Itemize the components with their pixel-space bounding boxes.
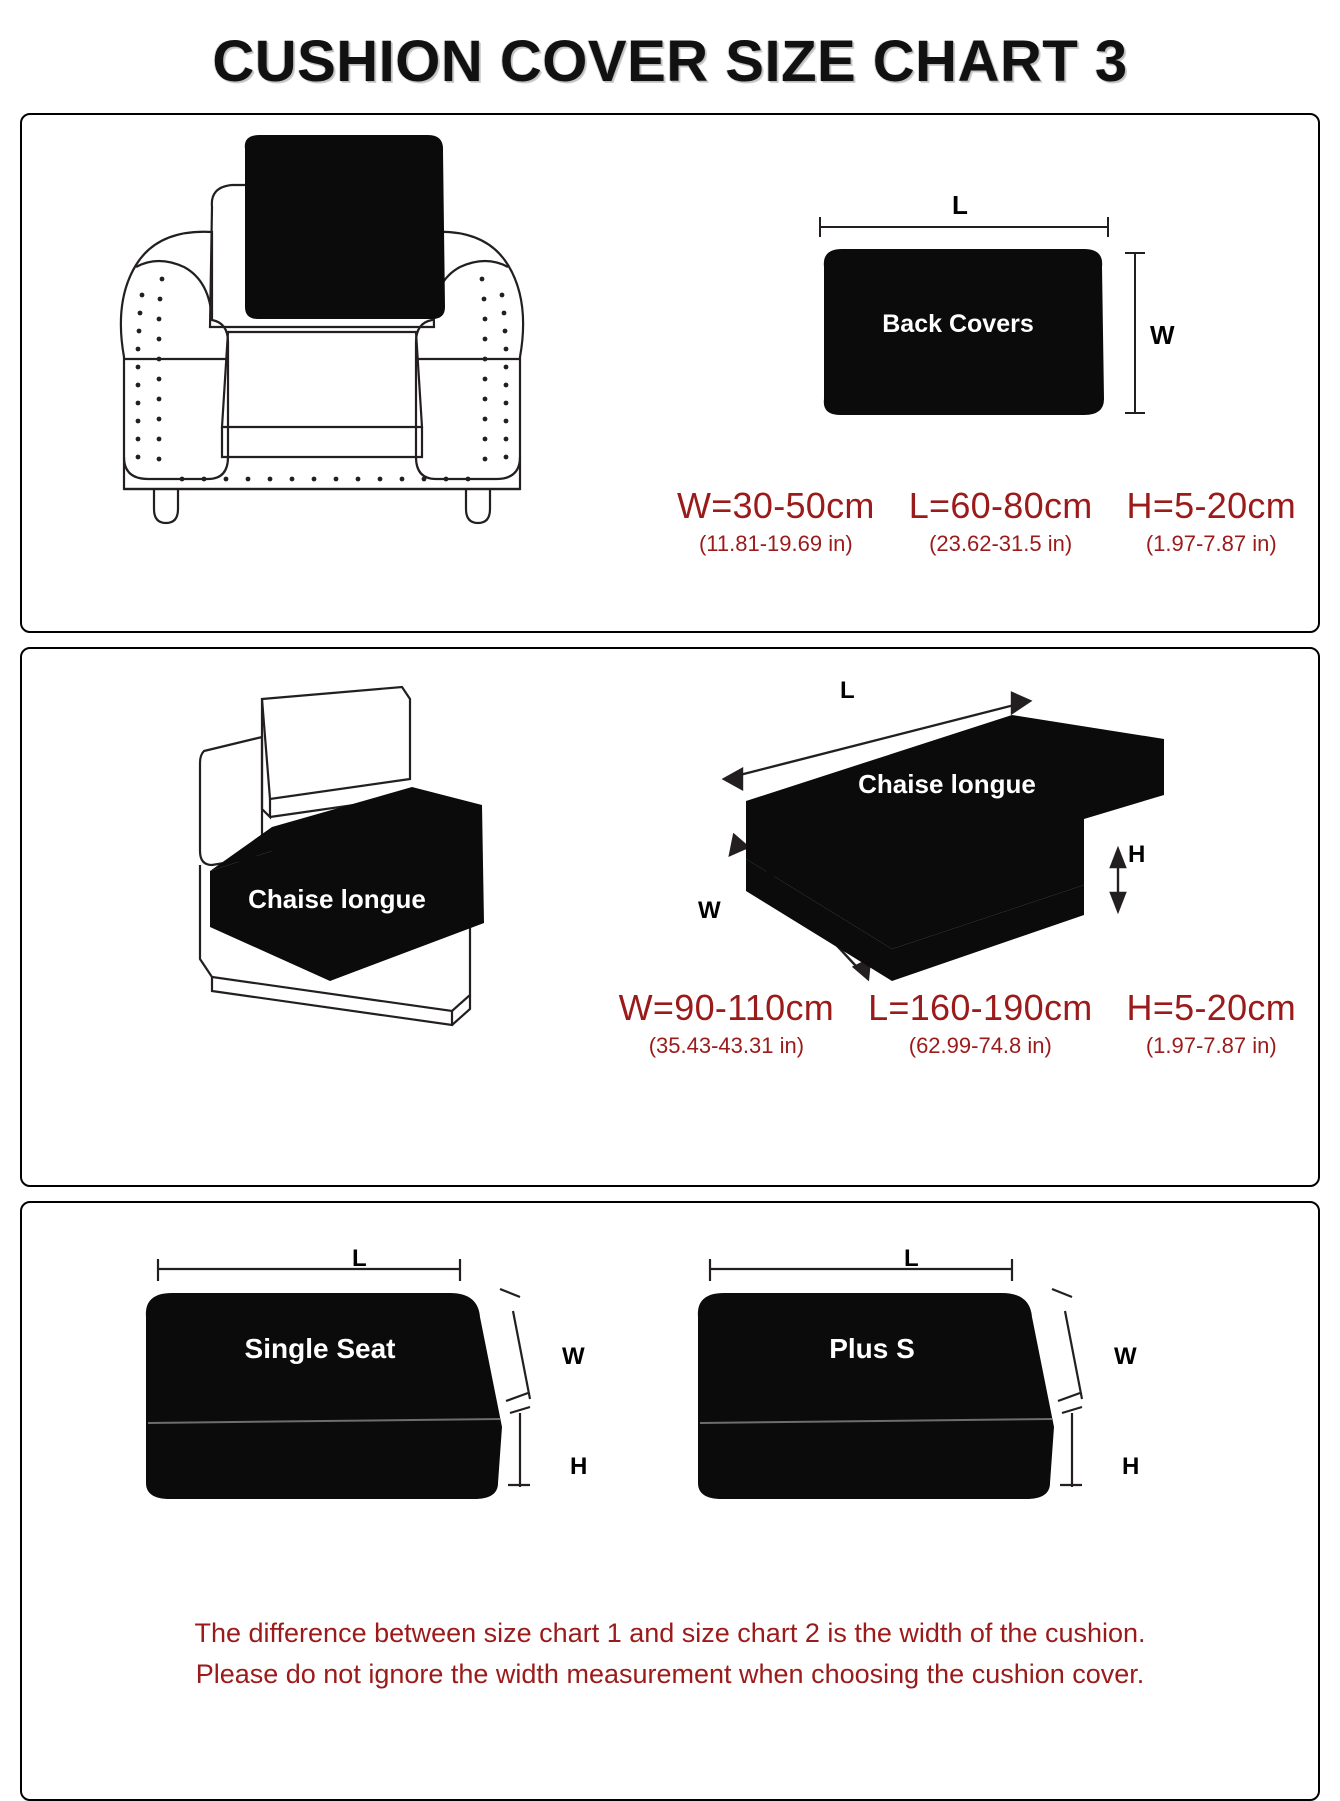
dimension-label-L: L <box>352 1245 367 1272</box>
footnote <box>22 1613 1318 1694</box>
footnote-line-2: Please do not ignore the width measurement when choosing the cushion cover. <box>195 1658 1145 1689</box>
single-seat-diagram <box>130 1231 590 1551</box>
measure-item: L=60-80cm (23.62-31.5 in) <box>908 485 1093 556</box>
chaise-cushion-label: Chaise longue <box>858 769 1036 799</box>
chaise-sofa-label: Chaise longue <box>248 884 426 914</box>
chaise-cushion-diagram <box>712 677 1182 1007</box>
panel-back-covers <box>20 113 1320 633</box>
dimension-label-L: L <box>840 677 855 704</box>
measurements-back-covers <box>22 485 1318 557</box>
measure-item: L=160-190cm (62.99-74.8 in) <box>868 987 1093 1058</box>
dimension-label-H: H <box>570 1453 588 1480</box>
page-title: CUSHION COVER SIZE CHART 3 <box>212 29 1128 94</box>
plus-s-label: Plus S <box>829 1333 915 1364</box>
single-seat-label: Single Seat <box>244 1333 396 1364</box>
measurements-chaise <box>22 987 1318 1059</box>
plus-s-diagram <box>682 1231 1142 1551</box>
measure-item: H=5-20cm (1.97-7.87 in) <box>1126 987 1296 1058</box>
panel-seat-cushions <box>20 1201 1320 1801</box>
dimension-label-W: W <box>698 897 721 924</box>
measure-item: W=90-110cm (35.43-43.31 in) <box>618 987 835 1058</box>
armchair-back-cover-label: Back Covers <box>245 360 397 388</box>
dimension-label-H: H <box>1128 841 1146 868</box>
dimension-label-W: W <box>562 1343 585 1370</box>
measure-item: W=30-50cm (11.81-19.69 in) <box>676 485 875 556</box>
dimension-label-L: L <box>904 1245 919 1272</box>
dimension-label-L: L <box>952 190 968 220</box>
panel-chaise-longue <box>20 647 1320 1187</box>
measure-item: H=5-20cm (1.97-7.87 in) <box>1126 485 1296 556</box>
dimension-label-W: W <box>1114 1343 1137 1370</box>
armchair-illustration <box>62 127 582 547</box>
dimension-label-H: H <box>1122 1453 1140 1480</box>
cushion-back-cover-label: Back Covers <box>882 310 1034 338</box>
footnote-line-1: The difference between size chart 1 and size chart 2 is the width of the cushion. <box>194 1618 1146 1648</box>
dimension-label-W: W <box>1150 320 1175 350</box>
